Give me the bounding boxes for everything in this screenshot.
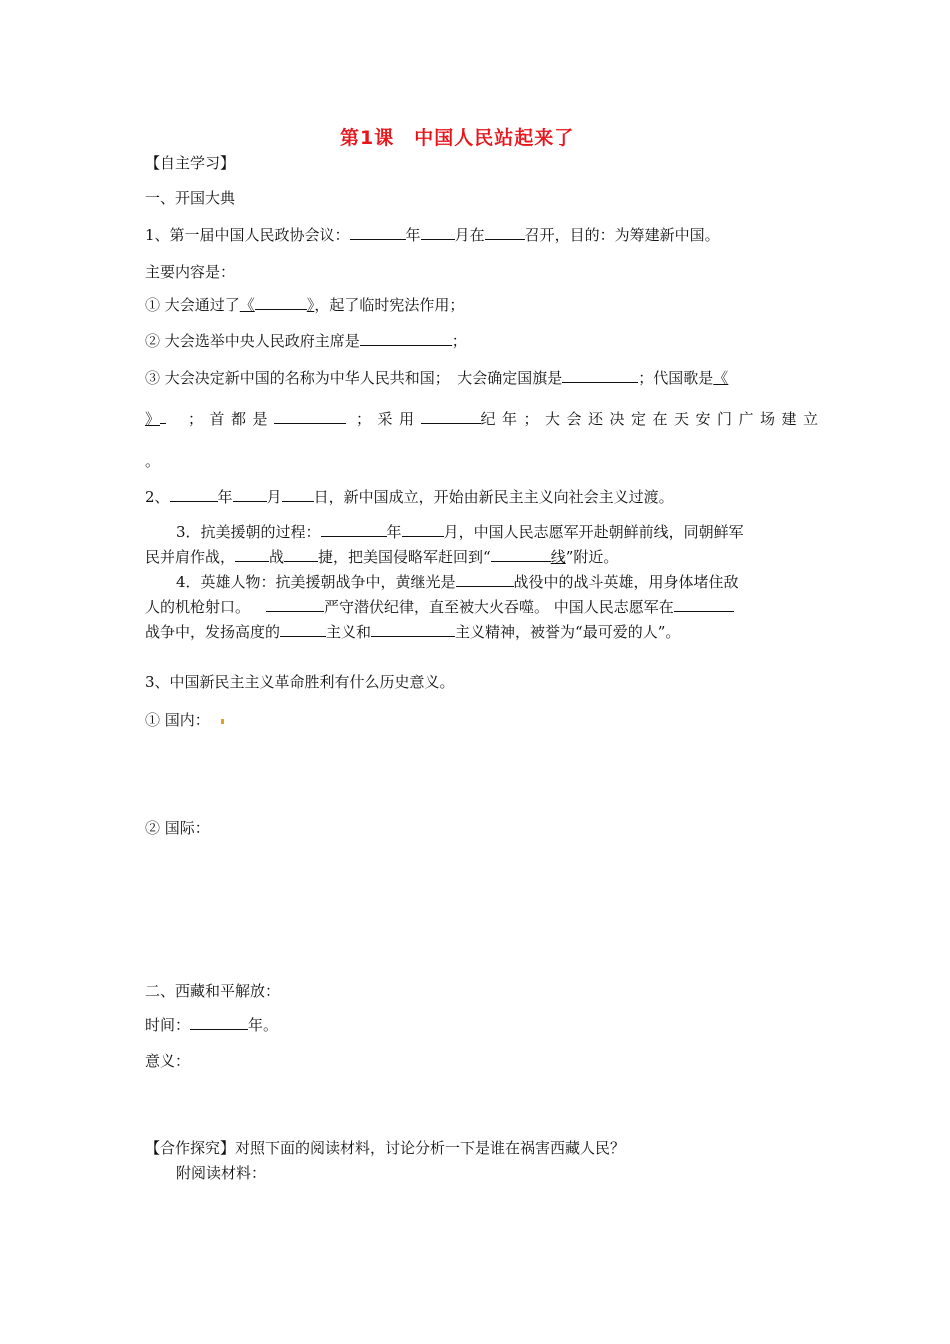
blank-field[interactable]: [562, 368, 638, 383]
item2-text: ② 大会选: [145, 332, 210, 350]
blank-field[interactable]: [674, 597, 734, 612]
section-self-study: 【自主学习】: [145, 154, 236, 172]
q3-year: 年: [386, 523, 402, 541]
blank-field[interactable]: [170, 487, 218, 502]
q2-text: 日，新中国成立，开始由新民主主义向社会主义过渡。: [313, 488, 674, 506]
item3-tail: 纪年；大会还决定在天安门广场建立: [480, 410, 825, 428]
time-line: [145, 1015, 278, 1035]
q1-text: 1、第一届中国人民政协会议：: [145, 226, 350, 244]
question-1: [145, 225, 720, 245]
blank-field[interactable]: [321, 522, 387, 537]
blank-field[interactable]: [350, 225, 406, 240]
question-4-end: [145, 622, 680, 642]
book-close: 》: [306, 296, 315, 314]
cooperative-inquiry: 【合作探究】对照下面的阅读材料，讨论分析一下是谁在祸害西藏人民？: [145, 1139, 626, 1157]
q4-text: 4．英雄人物：抗美援朝战争中，黄继光是: [176, 573, 456, 591]
blank-field[interactable]: [266, 597, 324, 612]
item1-tail: ，起了临时宪法作用；: [314, 296, 465, 314]
lesson-title: 第1课 中国人民站起来了: [340, 127, 575, 149]
blank-field[interactable]: [402, 522, 444, 537]
blank-field[interactable]: [255, 295, 307, 310]
blank-field[interactable]: [160, 409, 166, 424]
blank-field[interactable]: [280, 622, 326, 637]
attached-reading-label: 附阅读材料：: [176, 1164, 267, 1182]
book-close: 》: [145, 410, 161, 428]
q3-tail: 月，中国人民志愿军开赴朝鲜前线，同朝鲜军: [443, 523, 744, 541]
question-significance: 3、中国新民主主义革命胜利有什么历史意义。: [145, 673, 455, 691]
q3b-line: 线: [550, 548, 566, 566]
blank-field[interactable]: [485, 225, 525, 240]
q1-year: 年: [405, 226, 421, 244]
time-year: 年。: [248, 1016, 279, 1034]
q4c-text: 战争中，发扬高度的: [145, 623, 281, 641]
blank-field[interactable]: [233, 487, 267, 502]
blank-field[interactable]: [190, 1015, 248, 1030]
capital-label: ；首都是: [188, 410, 275, 428]
item1-text: ① 大会通过了: [145, 296, 240, 314]
blank-field[interactable]: [282, 487, 314, 502]
q4-tail: 战役中的战斗英雄，用身体堵住敌: [513, 573, 739, 591]
q4c-tail: 主义精神，被誉为“最可爱的人”。: [455, 623, 681, 641]
item-3: [145, 368, 728, 388]
q2-year: 年: [217, 488, 233, 506]
question-4: [176, 572, 739, 592]
dot-mark: [221, 719, 224, 724]
q1-purpose: 召开，目的：为筹建新中国。: [524, 226, 720, 244]
domestic-label: ① 国内：: [145, 711, 210, 729]
q4b-tail: 严守潜伏纪律，直至被大火吞噬。 中国人民志愿军在: [324, 598, 674, 616]
item3-text: ③ 大会决定新中国的名称为中华人民共和国； 大会确定国旗是: [145, 369, 563, 387]
book-open: 《: [713, 369, 729, 387]
q3b-text: 民并肩作战，: [145, 548, 236, 566]
q1-month: 月在: [454, 226, 485, 244]
question-4-cont: [145, 597, 734, 617]
blank-field[interactable]: [421, 409, 481, 424]
q2-num: 2、: [145, 488, 170, 506]
item-3-cont: [145, 409, 825, 429]
question-3: [176, 522, 744, 542]
q3b-text2: 捷，把美国侵略军赶回到“: [318, 548, 491, 566]
blank-field[interactable]: [284, 547, 318, 562]
calendar-label: ；采用: [356, 410, 421, 428]
blank-field[interactable]: [421, 225, 455, 240]
book-open: 《: [239, 296, 255, 314]
blank-field[interactable]: [371, 622, 455, 637]
q3b-battle: 战: [269, 548, 285, 566]
blank-field[interactable]: [235, 547, 269, 562]
meaning-label: 意义：: [145, 1052, 191, 1070]
blank-field[interactable]: [456, 572, 514, 587]
question-2: [145, 487, 674, 507]
item2-text2: 举中央人民政府主席是: [209, 332, 360, 350]
time-label: 时间：: [145, 1016, 191, 1034]
blank-field[interactable]: [491, 547, 551, 562]
q3b-tail: ”附近。: [565, 548, 619, 566]
main-content-label: 主要内容是：: [145, 263, 236, 281]
heading-tibet: 二、西藏和平解放：: [145, 982, 281, 1000]
international-label: ② 国际：: [145, 819, 210, 837]
blank-field[interactable]: [360, 331, 452, 346]
item2-tail: ；: [451, 332, 467, 350]
q3-text: 3．抗美援朝的过程：: [176, 523, 321, 541]
heading-founding-ceremony: 一、开国大典: [145, 189, 236, 207]
question-3-cont: [145, 547, 618, 567]
blank-field[interactable]: [274, 409, 346, 424]
q4b-text: 人的机枪射口。: [145, 598, 251, 616]
item-1: [145, 295, 464, 315]
item-2: [145, 331, 467, 351]
q4c-text2: 主义和: [326, 623, 372, 641]
q2-month: 月: [266, 488, 282, 506]
item-3-end: 。: [145, 452, 161, 470]
item3-anthem: ；代国歌是: [638, 369, 714, 387]
